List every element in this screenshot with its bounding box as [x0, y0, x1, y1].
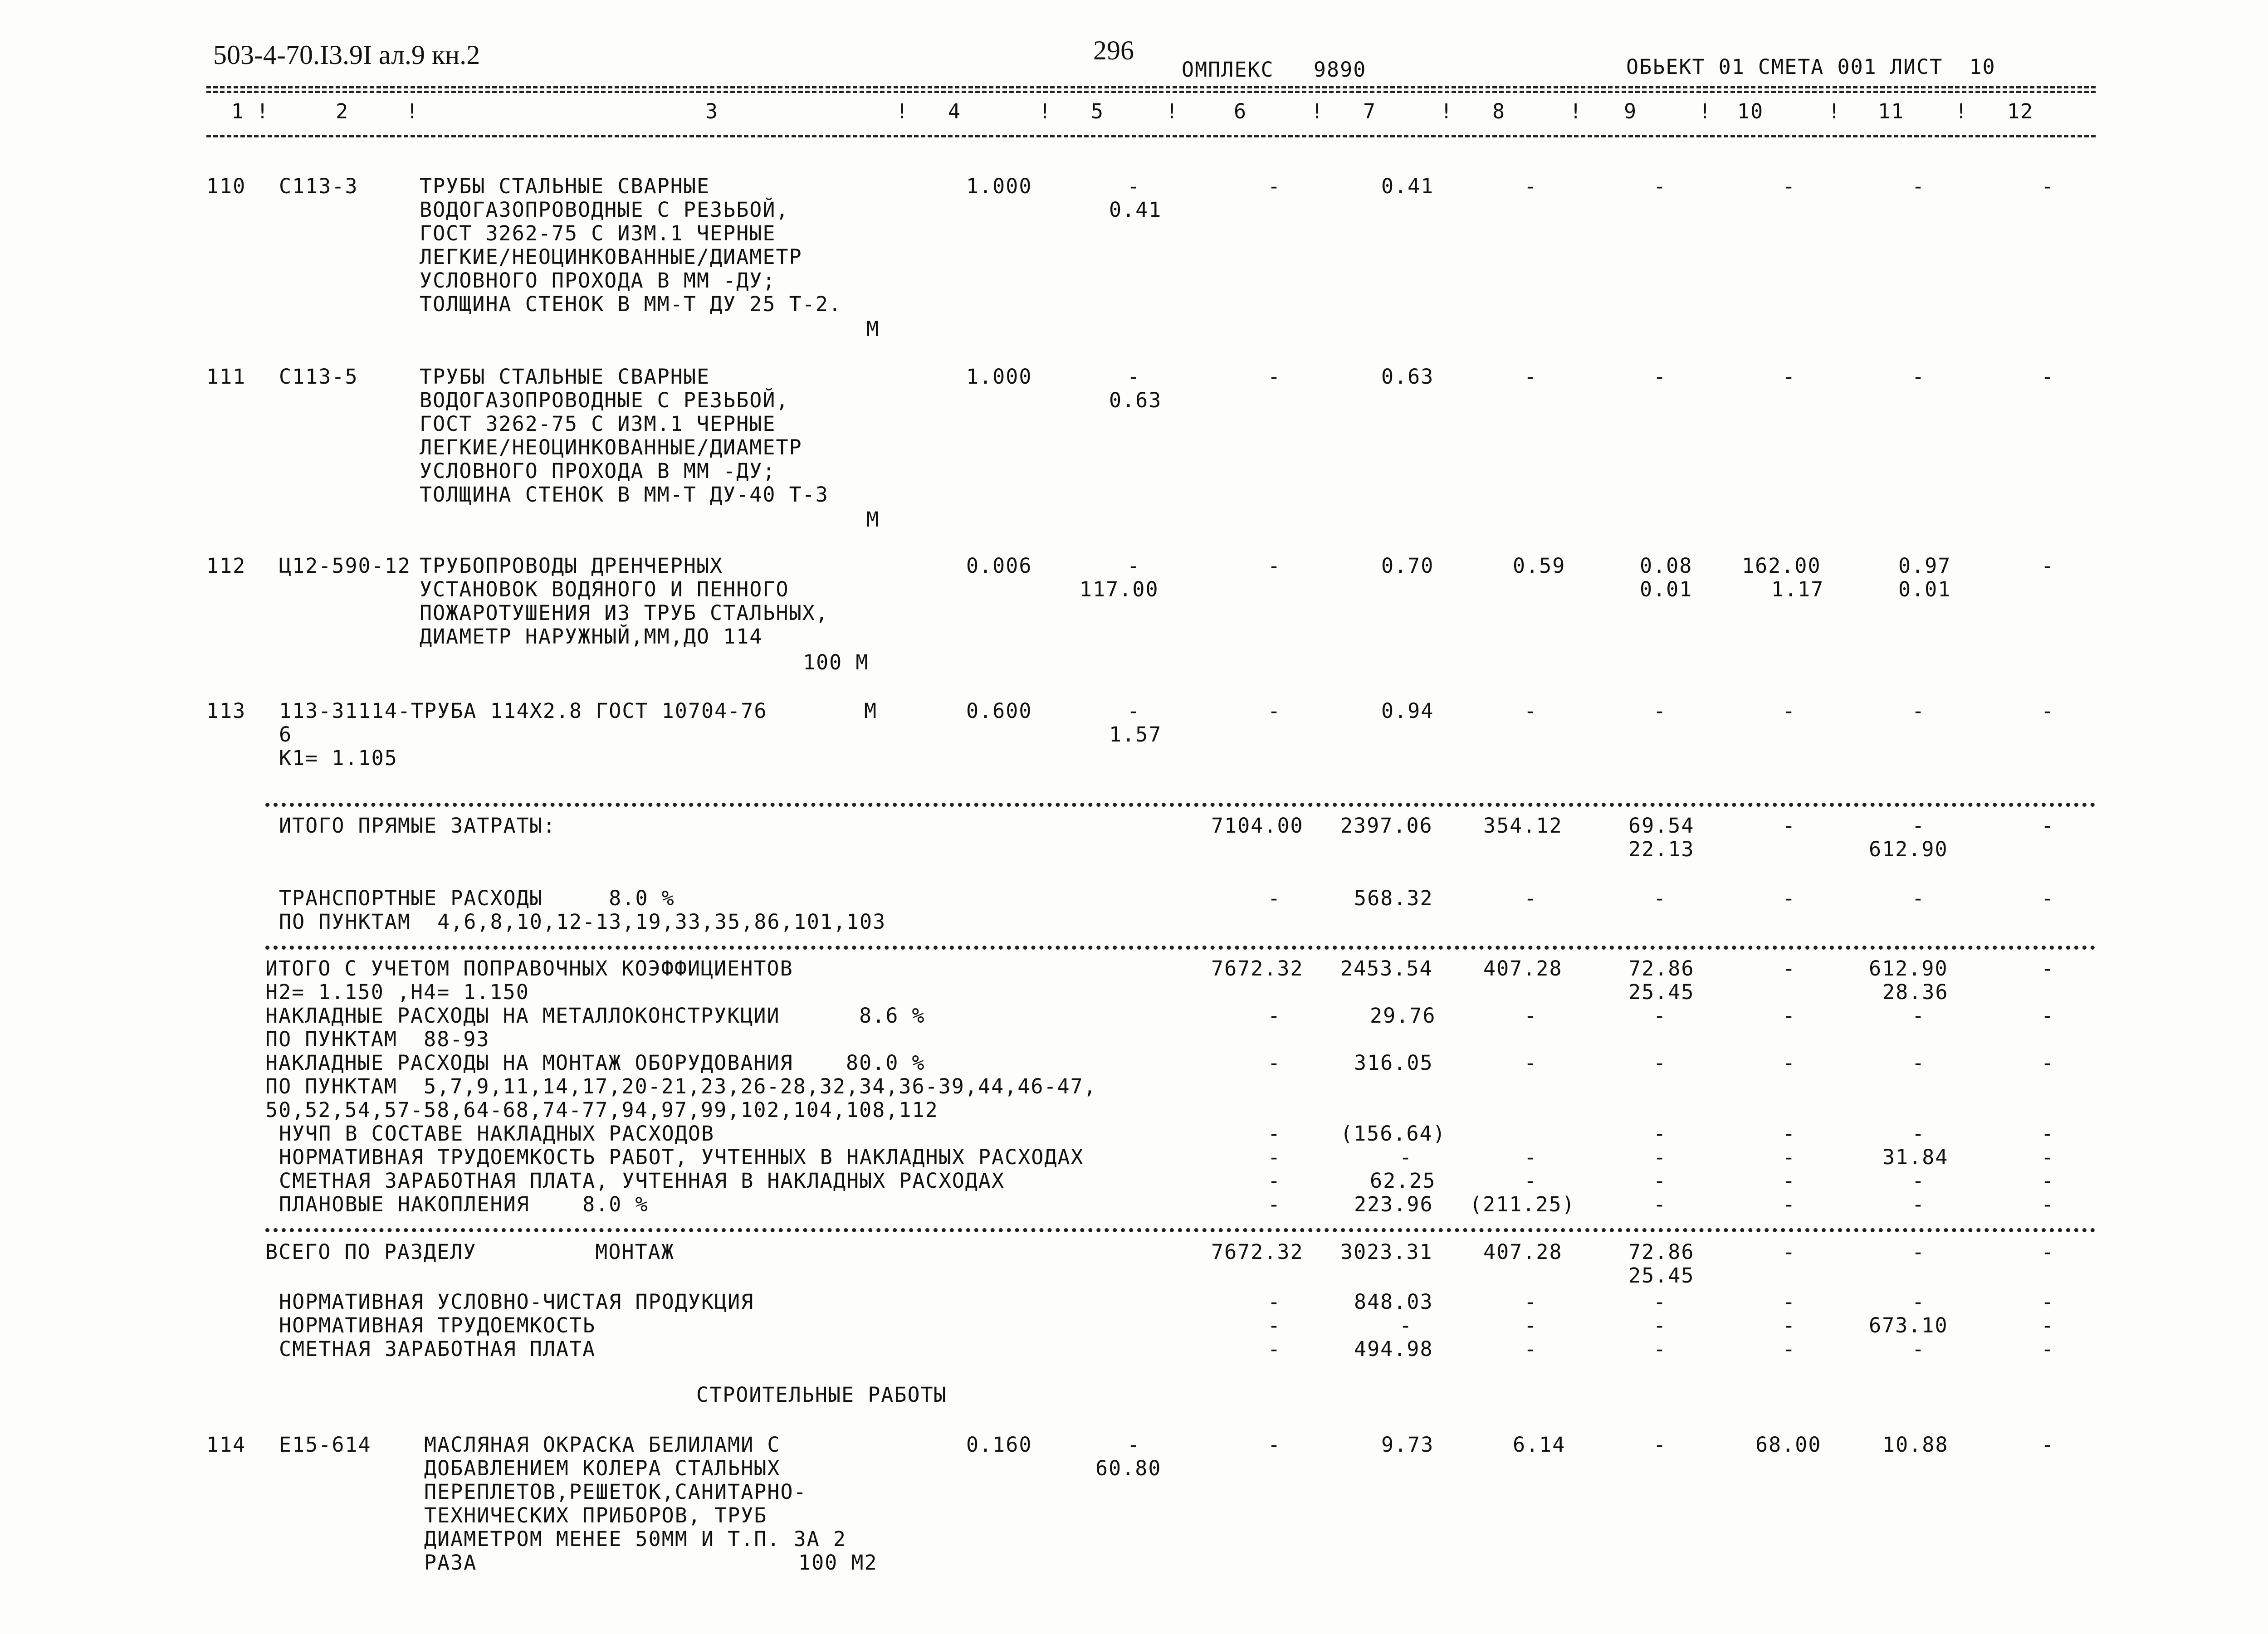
cell-col6: -	[1268, 554, 1281, 578]
cell-col12: -	[2041, 1313, 2055, 1337]
cell-col5: -	[1127, 174, 1141, 198]
cell-col7: 62.25	[1370, 1169, 1436, 1193]
cell-col9-sub: 25.45	[1628, 1263, 1695, 1288]
cell-col6: -	[1268, 365, 1281, 389]
cell-col9: -	[1653, 1433, 1667, 1457]
cell-col10: -	[1783, 174, 1796, 198]
section-subrow-label: НОРМАТИВНАЯ УСЛОВНО-ЧИСТАЯ ПРОДУКЦИЯ	[279, 1290, 754, 1314]
cell-col8: -	[1524, 174, 1538, 198]
cell-col11: 0.97	[1898, 554, 1951, 578]
description-line: ТЕХНИЧЕСКИХ ПРИБОРОВ, ТРУБ	[424, 1503, 767, 1527]
cell-col8: 407.28	[1483, 1240, 1563, 1264]
description-line: УСЛОВНОГО ПРОХОДА В ММ -ДУ;	[420, 459, 776, 483]
cell-col7: 9.73	[1381, 1433, 1434, 1457]
cell-col10-sub: 1.17	[1771, 577, 1824, 601]
overhead-items: ПО ПУНКТАМ 5,7,9,11,14,17,20-21,23,26-28,32,34,36-39,44,46-47,	[265, 1074, 1097, 1098]
transport-items: ПО ПУНКТАМ 4,6,8,10,12-13,19,33,35,86,101,103	[279, 910, 886, 934]
cell-col7: (156.64)	[1340, 1122, 1446, 1146]
cell-col8: -	[1524, 1145, 1538, 1169]
overhead-subrow-label: ПЛАНОВЫЕ НАКОПЛЕНИЯ 8.0 %	[279, 1192, 649, 1216]
description-line: УСТАНОВОК ВОДЯНОГО И ПЕННОГО	[420, 577, 789, 601]
cell-col11: 673.10	[1869, 1313, 1948, 1337]
quantity: 1.000	[966, 174, 1032, 198]
cell-col7: 316.05	[1354, 1051, 1433, 1075]
col-num-4: 4	[948, 99, 962, 123]
col-num-8: 8	[1492, 99, 1506, 123]
cell-col9: 69.54	[1628, 814, 1695, 838]
col-num-9: 9	[1624, 99, 1637, 123]
cell-col12: -	[2041, 1290, 2055, 1314]
description-line: ДОБАВЛЕНИЕМ КОЛЕРА СТАЛЬНЫХ	[424, 1456, 781, 1480]
col-separator: !	[1311, 99, 1325, 123]
cell-col6: -	[1268, 1051, 1281, 1075]
cell-col9: -	[1653, 1169, 1667, 1193]
header-rule-top-2	[206, 91, 2096, 93]
overhead-items-cont: 50,52,54,57-58,64-68,74-77,94,97,99,102,104,108,112	[265, 1098, 938, 1122]
cell-col5: -	[1127, 699, 1141, 723]
col-separator: !	[1166, 99, 1179, 123]
quantity: 1.000	[966, 365, 1032, 389]
description-line: МАСЛЯНАЯ ОКРАСКА БЕЛИЛАМИ С	[424, 1433, 781, 1457]
dotted-divider	[265, 1228, 2096, 1232]
col-num-2: 2	[336, 99, 349, 123]
cell-col9: -	[1653, 1145, 1667, 1169]
cell-col10: -	[1783, 365, 1796, 389]
cell-col12: -	[2041, 699, 2055, 723]
cell-col7: 0.70	[1381, 554, 1434, 578]
cell-col12: -	[2041, 554, 2055, 578]
description-line: ЛЕГКИЕ/НЕОЦИНКОВАННЫЕ/ДИАМЕТР	[420, 435, 802, 459]
cell-col12: -	[2041, 174, 2055, 198]
cell-col12: -	[2041, 1240, 2055, 1264]
cell-col7: 3023.31	[1340, 1240, 1433, 1264]
col-separator: !	[1569, 99, 1583, 123]
header-rule-bottom	[206, 135, 2096, 137]
cell-col7: 0.63	[1381, 365, 1434, 389]
cell-col6: -	[1268, 1004, 1281, 1028]
description-line: УСЛОВНОГО ПРОХОДА В ММ -ДУ;	[420, 268, 776, 293]
row-number: 112	[206, 554, 246, 578]
col-num-10: 10	[1737, 99, 1764, 123]
cell-col10: -	[1783, 1337, 1796, 1361]
description-line: ТРУБЫ СТАЛЬНЫЕ СВАРНЫЕ	[420, 174, 710, 198]
section-subrow-label: СМЕТНАЯ ЗАРАБОТНАЯ ПЛАТА	[279, 1337, 596, 1361]
unit: 100 М	[803, 650, 869, 674]
overhead-subrow-label: НОРМАТИВНАЯ ТРУДОЕМКОСТЬ РАБОТ, УЧТЕННЫХ В НАКЛАДНЫХ РАСХОДАХ	[279, 1145, 1084, 1169]
cell-col11: -	[1912, 1051, 1926, 1075]
transport-label: ТРАНСПОРТНЫЕ РАСХОДЫ 8.0 %	[279, 886, 675, 910]
col-num-7: 7	[1363, 99, 1377, 123]
cell-col12: -	[2041, 886, 2055, 910]
quantity: 0.160	[966, 1433, 1032, 1457]
cell-col8: -	[1524, 365, 1538, 389]
overhead-subrow-label: НУЧП В СОСТАВЕ НАКЛАДНЫХ РАСХОДОВ	[279, 1122, 715, 1146]
cell-col8: 407.28	[1483, 956, 1563, 980]
rate-code: С113-3	[279, 174, 358, 198]
description-line: ТРУБЫ СТАЛЬНЫЕ СВАРНЫЕ	[420, 365, 710, 389]
cell-col11: -	[1912, 365, 1926, 389]
dotted-divider	[265, 803, 2096, 807]
page-number: 296	[1093, 35, 1134, 65]
cell-col12: -	[2041, 365, 2055, 389]
cell-col6: -	[1268, 1433, 1281, 1457]
description-line: ТОЛЩИНА СТЕНОК В ММ-Т ДУ 25 Т-2.	[420, 292, 842, 316]
col-separator: !	[1440, 99, 1454, 123]
unit: 100 М2	[798, 1551, 878, 1575]
cell-col6: -	[1268, 1290, 1281, 1314]
cell-col12: -	[2041, 1122, 2055, 1146]
col-num-6: 6	[1234, 99, 1247, 123]
cell-col9: -	[1653, 1051, 1667, 1075]
col-separator: !	[896, 99, 909, 123]
overhead-items: ПО ПУНКТАМ 88-93	[265, 1027, 490, 1051]
cell-col10: -	[1783, 1145, 1796, 1169]
row-number: 110	[206, 174, 246, 198]
cell-col8: -	[1524, 1004, 1538, 1028]
cell-col11: 612.90	[1869, 956, 1948, 980]
cell-col11: -	[1912, 1004, 1926, 1028]
overhead-label: НАКЛАДНЫЕ РАСХОДЫ НА МОНТАЖ ОБОРУДОВАНИЯ 80.0 %	[265, 1051, 925, 1075]
cell-col10: -	[1783, 699, 1796, 723]
cell-col9: -	[1653, 1313, 1667, 1337]
cell-col12: -	[2041, 1145, 2055, 1169]
cell-col11: -	[1912, 886, 1926, 910]
summary-label: ИТОГО ПРЯМЫЕ ЗАТРАТЫ:	[279, 814, 556, 838]
cell-col7: 29.76	[1370, 1004, 1436, 1028]
cell-col7: 848.03	[1354, 1290, 1433, 1314]
cell-col10: -	[1783, 886, 1796, 910]
cell-col11: -	[1912, 814, 1926, 838]
row-number: 114	[206, 1433, 246, 1457]
cell-col6: 7672.32	[1211, 1240, 1304, 1264]
col-separator: !	[1699, 99, 1712, 123]
cell-col8: -	[1524, 1051, 1538, 1075]
col-separator: !	[1039, 99, 1052, 123]
cell-col9: -	[1653, 1290, 1667, 1314]
cell-col6: -	[1268, 1192, 1281, 1216]
cell-col10: 68.00	[1755, 1433, 1822, 1457]
description-line: ГОСТ 3262-75 С ИЗМ.1 ЧЕРНЫЕ	[420, 221, 776, 245]
col-num-5: 5	[1091, 99, 1105, 123]
cell-col11-sub: 28.36	[1882, 980, 1949, 1004]
cell-col9-sub: 22.13	[1628, 837, 1695, 861]
cell-col11: -	[1912, 699, 1926, 723]
cell-col8: -	[1524, 699, 1538, 723]
cell-col6: -	[1268, 1337, 1281, 1361]
cell-col11: -	[1912, 1169, 1926, 1193]
cell-col12: -	[2041, 1433, 2055, 1457]
cell-col7: -	[1399, 1313, 1413, 1337]
section-heading: СТРОИТЕЛЬНЫЕ РАБОТЫ	[696, 1383, 947, 1407]
cell-col11: -	[1912, 1122, 1926, 1146]
cell-col7: -	[1399, 1145, 1413, 1169]
cell-col5-sub: 60.80	[1095, 1456, 1162, 1480]
coefficient-line: Н2= 1.150 ,Н4= 1.150	[265, 980, 529, 1004]
description-line: ЛЕГКИЕ/НЕОЦИНКОВАННЫЕ/ДИАМЕТР	[420, 245, 802, 269]
col-separator: !	[1955, 99, 1969, 123]
cell-col10: -	[1783, 956, 1796, 980]
cell-col9: 72.86	[1628, 1240, 1695, 1264]
row-number: 111	[206, 365, 246, 389]
cell-col9: -	[1653, 699, 1667, 723]
cell-col5: -	[1127, 365, 1141, 389]
cell-col6: 7672.32	[1211, 956, 1304, 980]
cell-col9: -	[1653, 886, 1667, 910]
dotted-divider	[265, 946, 2096, 950]
cell-col8: -	[1524, 1337, 1538, 1361]
cell-col12: -	[2041, 1169, 2055, 1193]
cell-col5-sub: 0.41	[1109, 198, 1162, 222]
rate-code: С113-5	[279, 365, 358, 389]
cell-col11: -	[1912, 1337, 1926, 1361]
cell-col6: -	[1268, 174, 1281, 198]
description-line: ТРУБОПРОВОДЫ ДРЕНЧЕРНЫХ	[420, 554, 723, 578]
description-line: РАЗА	[424, 1551, 477, 1575]
cell-col7: 2397.06	[1340, 814, 1433, 838]
section-total-label: ВСЕГО ПО РАЗДЕЛУ МОНТАЖ	[265, 1240, 675, 1264]
col-num-3: 3	[705, 99, 719, 123]
description-line: ПОЖАРОТУШЕНИЯ ИЗ ТРУБ СТАЛЬНЫХ,	[420, 601, 829, 625]
col-num-1: 1	[231, 99, 245, 123]
cell-col5-sub: 117.00	[1080, 577, 1159, 601]
cell-col9-sub: 0.01	[1640, 577, 1693, 601]
cell-col6: -	[1268, 699, 1281, 723]
object-estimate-sheet: ОБЬЕКТ 01 СМЕТА 001 ЛИСТ 10	[1626, 55, 1996, 79]
cell-col7: 0.41	[1381, 174, 1434, 198]
cell-col11: 10.88	[1882, 1433, 1949, 1457]
cell-col10: -	[1783, 1290, 1796, 1314]
cell-col12: -	[2041, 1051, 2055, 1075]
cell-col7: 0.94	[1381, 699, 1434, 723]
quantity: 0.600	[966, 699, 1032, 723]
description-line: ГОСТ 3262-75 С ИЗМ.1 ЧЕРНЫЕ	[420, 412, 776, 436]
cell-col10: -	[1783, 1240, 1796, 1264]
cell-col12: -	[2041, 814, 2055, 838]
cell-col6: 7104.00	[1211, 814, 1304, 838]
description-line: ДИАМЕТР НАРУЖНЫЙ,ММ,ДО 114	[420, 624, 763, 649]
cell-col8: -	[1524, 886, 1538, 910]
cell-col10: -	[1783, 1122, 1796, 1146]
cell-col7: 2453.54	[1340, 956, 1433, 980]
cell-col6: -	[1268, 886, 1281, 910]
description-line: ДИАМЕТРОМ МЕНЕЕ 50ММ И Т.П. ЗА 2	[424, 1527, 846, 1551]
document-code: 503-4-70.I3.9I ал.9 кн.2	[213, 40, 480, 70]
rate-code: Ц12-590-12	[279, 554, 411, 578]
description-line: ТОЛЩИНА СТЕНОК В ММ-Т ДУ-40 Т-3	[420, 483, 829, 507]
rate-code: Е15-614	[279, 1433, 371, 1457]
cell-col11: -	[1912, 174, 1926, 198]
cell-col8: -	[1524, 1169, 1538, 1193]
overhead-label: НАКЛАДНЫЕ РАСХОДЫ НА МЕТАЛЛОКОНСТРУКЦИИ 8.6 %	[265, 1004, 925, 1028]
cell-col9: -	[1653, 1004, 1667, 1028]
cell-col8: -	[1524, 1313, 1538, 1337]
cell-col10: 162.00	[1742, 554, 1821, 578]
cell-col10: -	[1783, 1169, 1796, 1193]
col-num-11: 11	[1878, 99, 1905, 123]
cell-col9: -	[1653, 1337, 1667, 1361]
cell-col8: 0.59	[1513, 554, 1566, 578]
cell-col6: -	[1268, 1145, 1281, 1169]
quantity: 0.006	[966, 554, 1032, 578]
rate-code: 113-31114-ТРУБА 114Х2.8 ГОСТ 10704-76	[279, 699, 767, 723]
cell-col10: -	[1783, 814, 1796, 838]
col-separator: !	[406, 99, 420, 123]
cell-col5-sub: 0.63	[1109, 388, 1162, 412]
cell-col9: -	[1653, 174, 1667, 198]
summary-label: ИТОГО С УЧЕТОМ ПОПРАВОЧНЫХ КОЭФФИЦИЕНТОВ	[265, 956, 793, 980]
cell-col5: -	[1127, 554, 1141, 578]
cell-col9: 72.86	[1628, 956, 1695, 980]
cell-col8: 354.12	[1483, 814, 1563, 838]
cell-col10: -	[1783, 1192, 1796, 1216]
cell-col5: -	[1127, 1433, 1141, 1457]
description-line: ВОДОГАЗОПРОВОДНЫЕ С РЕЗЬБОЙ,	[420, 198, 789, 222]
cell-col7: 223.96	[1354, 1192, 1433, 1216]
description-line: ВОДОГАЗОПРОВОДНЫЕ С РЕЗЬБОЙ,	[420, 388, 789, 412]
unit: М	[864, 699, 878, 723]
rate-code-cont: 6	[279, 722, 293, 746]
cell-col11: 31.84	[1882, 1145, 1949, 1169]
cell-col11-sub: 612.90	[1869, 837, 1948, 861]
coefficient: К1= 1.105	[279, 746, 398, 770]
cell-col8: 6.14	[1513, 1433, 1566, 1457]
cell-col10: -	[1783, 1051, 1796, 1075]
unit: М	[866, 317, 880, 341]
cell-col9: 0.08	[1640, 554, 1693, 578]
cell-col8: -	[1524, 1290, 1538, 1314]
header-rule-top	[206, 86, 2096, 88]
complex-code: ОМПЛЕКС 9890	[1182, 58, 1367, 82]
cell-col12: -	[2041, 956, 2055, 980]
cell-col6: -	[1268, 1169, 1281, 1193]
col-num-12: 12	[2007, 99, 2034, 123]
section-subrow-label: НОРМАТИВНАЯ ТРУДОЕМКОСТЬ	[279, 1313, 596, 1337]
description-line: ПЕРЕПЛЕТОВ,РЕШЕТОК,САНИТАРНО-	[424, 1480, 807, 1504]
cell-col12: -	[2041, 1192, 2055, 1216]
row-number: 113	[206, 699, 246, 723]
cell-col11: -	[1912, 1240, 1926, 1264]
cell-col12: -	[2041, 1337, 2055, 1361]
col-separator: !	[1828, 99, 1842, 123]
cell-col6: -	[1268, 1313, 1281, 1337]
cell-col9: -	[1653, 1192, 1667, 1216]
cell-col5-sub: 1.57	[1109, 722, 1162, 746]
cell-col11-sub: 0.01	[1898, 577, 1951, 601]
cell-col6: -	[1268, 1122, 1281, 1146]
overhead-subrow-label: СМЕТНАЯ ЗАРАБОТНАЯ ПЛАТА, УЧТЕННАЯ В НАКЛАДНЫХ РАСХОДАХ	[279, 1169, 1005, 1193]
cell-col11: -	[1912, 1290, 1926, 1314]
col-separator: !	[256, 99, 270, 123]
cell-col9: -	[1653, 1122, 1667, 1146]
cell-col7: 568.32	[1354, 886, 1433, 910]
cell-col10: -	[1783, 1313, 1796, 1337]
cell-col12: -	[2041, 1004, 2055, 1028]
cell-col8: (211.25)	[1470, 1192, 1575, 1216]
cell-col7: 494.98	[1354, 1337, 1433, 1361]
cell-col9: -	[1653, 365, 1667, 389]
unit: М	[866, 507, 880, 532]
cell-col9-sub: 25.45	[1628, 980, 1695, 1004]
cell-col10: -	[1783, 1004, 1796, 1028]
cell-col11: -	[1912, 1192, 1926, 1216]
